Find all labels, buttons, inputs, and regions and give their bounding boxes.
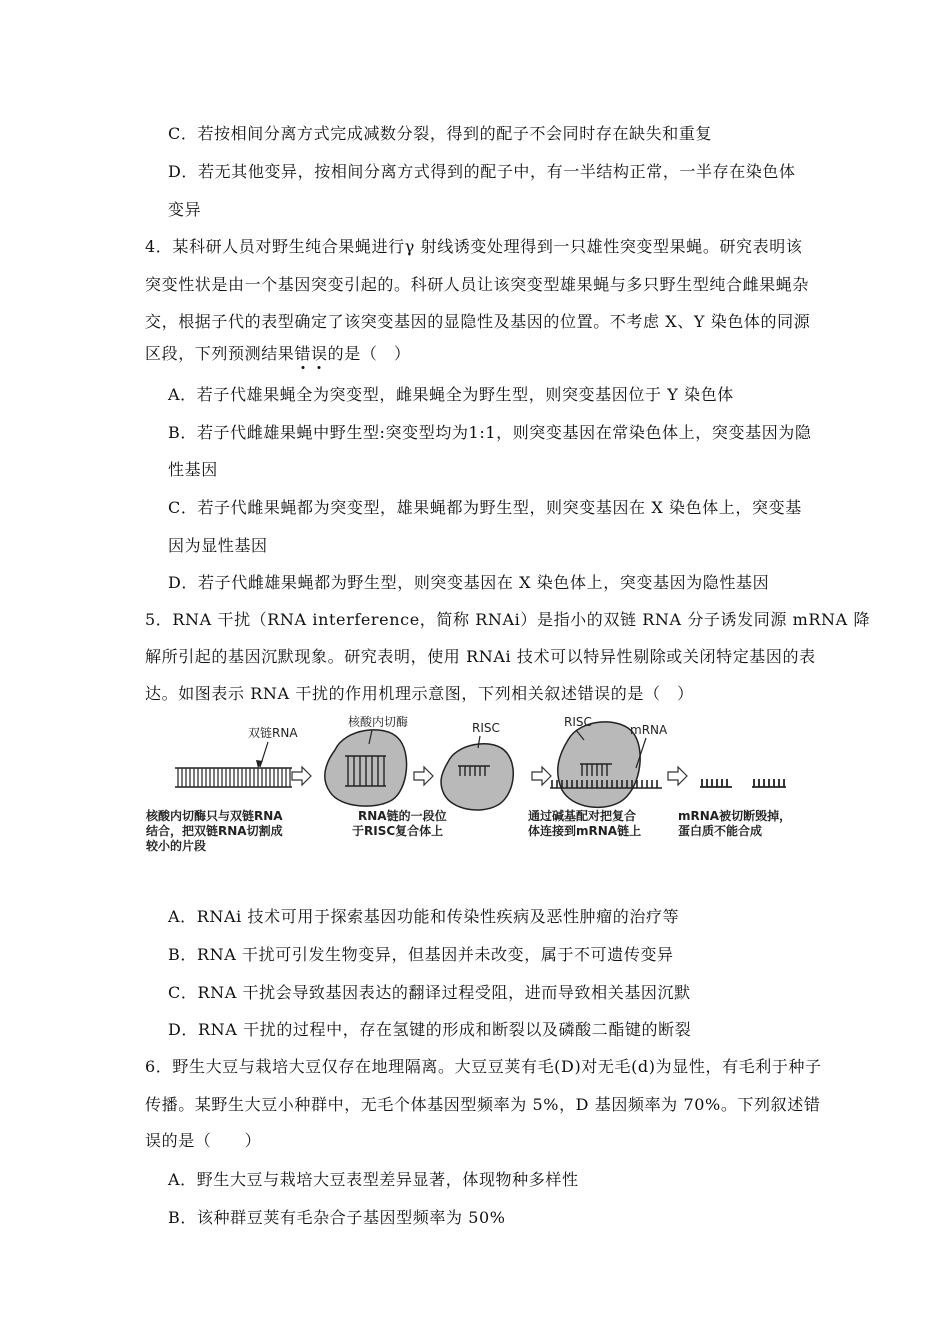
caption-step4-line1: mRNA被切断毁掉， xyxy=(678,809,792,823)
q5-option-d: D．RNA 干扰的过程中，存在氢键的形成和断裂以及磷酸二酯键的断裂 xyxy=(168,1020,692,1039)
cleaved-mrna-fragment-2 xyxy=(752,779,786,787)
caption-step3-line1: 通过碱基配对把复合 xyxy=(528,809,637,823)
q4-stem-line4-pre: 区段，下列预测结果 xyxy=(145,344,295,363)
flow-arrow-2 xyxy=(414,767,433,785)
label-risc-1: RISC xyxy=(472,721,500,735)
label-mrna: mRNA xyxy=(630,723,668,737)
q3-option-c: C．若按相间分离方式完成减数分裂，得到的配子不会同时存在缺失和重复 xyxy=(168,124,713,143)
rnai-mechanism-figure xyxy=(140,710,820,860)
q4-option-c-line1: C．若子代雌果蝇都为突变型，雄果蝇都为野生型，则突变基因在 X 染色体上，突变基 xyxy=(168,498,802,517)
caption-step4-line2: 蛋白质不能合成 xyxy=(678,824,763,838)
q6-stem-line2: 传播。某野生大豆小种群中，无毛个体基因型频率为 5%，D 基因频率为 70%。下列叙述错 xyxy=(145,1095,821,1114)
q6-stem-line1: 6．野生大豆与栽培大豆仅存在地理隔离。大豆豆荚有毛(D)对无毛(d)为显性，有毛利于种子 xyxy=(145,1057,822,1076)
emphasis-char: 误 xyxy=(311,344,328,363)
label-dsrna: 双链RNA xyxy=(248,726,298,740)
q3-option-d-line2: 变异 xyxy=(168,200,202,219)
caption-step2-line2: 于RISC复合体上 xyxy=(352,824,444,838)
q5-option-a: A．RNAi 技术可用于探索基因功能和传染性疾病及恶性肿瘤的治疗等 xyxy=(168,907,680,926)
caption-step1-line2: 结合，把双链RNA切割成 xyxy=(146,824,283,838)
q4-option-d: D．若子代雌雄果蝇都为野生型，则突变基因在 X 染色体上，突变基因为隐性基因 xyxy=(168,573,770,592)
q6-option-a: A．野生大豆与栽培大豆表型差异显著，体现物种多样性 xyxy=(168,1170,579,1189)
cleaved-mrna-fragment-1 xyxy=(700,779,732,787)
risc-complex-shape xyxy=(441,744,513,810)
q4-stem-line4 xyxy=(145,344,411,364)
q4-option-b-line1: B．若子代雌雄果蝇中野生型:突变型均为1:1，则突变基因在常染色体上，突变基因为隐 xyxy=(168,423,812,442)
q5-option-c: C．RNA 干扰会导致基因表达的翻译过程受阻，进而导致相关基因沉默 xyxy=(168,983,691,1002)
flow-arrow-4 xyxy=(668,767,687,785)
q4-option-c-line2: 因为显性基因 xyxy=(168,536,268,555)
label-risc-2: RISC xyxy=(564,715,592,729)
caption-step2-line1: RNA链的一段位 xyxy=(358,809,447,823)
q5-stem-line3: 达。如图表示 RNA 干扰的作用机理示意图，下列相关叙述错误的是（ ） xyxy=(145,684,694,703)
caption-step3-line2: 体连接到mRNA链上 xyxy=(528,824,642,838)
q4-stem-line4-post: 的是（ ） xyxy=(327,344,411,363)
caption-step1-line3: 较小的片段 xyxy=(146,839,207,853)
q4-stem-line2: 突变性状是由一个基因突变引起的。科研人员让该突变型雄果蝇与多只野生型纯合雌果蝇杂 xyxy=(145,275,810,294)
q4-stem-line3: 交，根据子代的表型确定了该突变基因的显隐性及基因的位置。不考虑 X、Y 染色体的同源 xyxy=(145,312,811,331)
flow-arrow-3 xyxy=(532,767,551,785)
label-dicer: 核酸内切酶 xyxy=(348,715,409,729)
q4-option-a: A．若子代雄果蝇全为突变型，雌果蝇全为野生型，则突变基因位于 Y 染色体 xyxy=(168,385,734,404)
q4-option-b-line2: 性基因 xyxy=(168,460,218,479)
q5-option-b: B．RNA 干扰可引发生物变异，但基因并未改变，属于不可遗传变异 xyxy=(168,945,674,964)
q6-stem-line3: 误的是（ ） xyxy=(145,1131,262,1150)
q4-stem-line1: 4．某科研人员对野生纯合果蝇进行γ 射线诱变处理得到一只雄性突变型果蝇。研究表明该 xyxy=(145,237,803,256)
q6-option-b: B．该种群豆荚有毛杂合子基因型频率为 50% xyxy=(168,1208,506,1227)
q5-stem-line2: 解所引起的基因沉默现象。研究表明，使用 RNAi 技术可以特异性剔除或关闭特定基因的表 xyxy=(145,647,816,666)
flow-arrow-1 xyxy=(292,767,311,785)
q3-option-d-line1: D．若无其他变异，按相间分离方式得到的配子中，有一半结构正常，一半存在染色体 xyxy=(168,162,796,181)
q5-stem-line1: 5．RNA 干扰（RNA interference，简称 RNAi）是指小的双链 RNA 分子诱发同源 mRNA 降 xyxy=(145,610,871,629)
dsrna-strand xyxy=(175,768,292,787)
caption-step1-line1: 核酸内切酶只与双链RNA xyxy=(146,809,283,823)
emphasis-char: 错 xyxy=(294,344,312,363)
